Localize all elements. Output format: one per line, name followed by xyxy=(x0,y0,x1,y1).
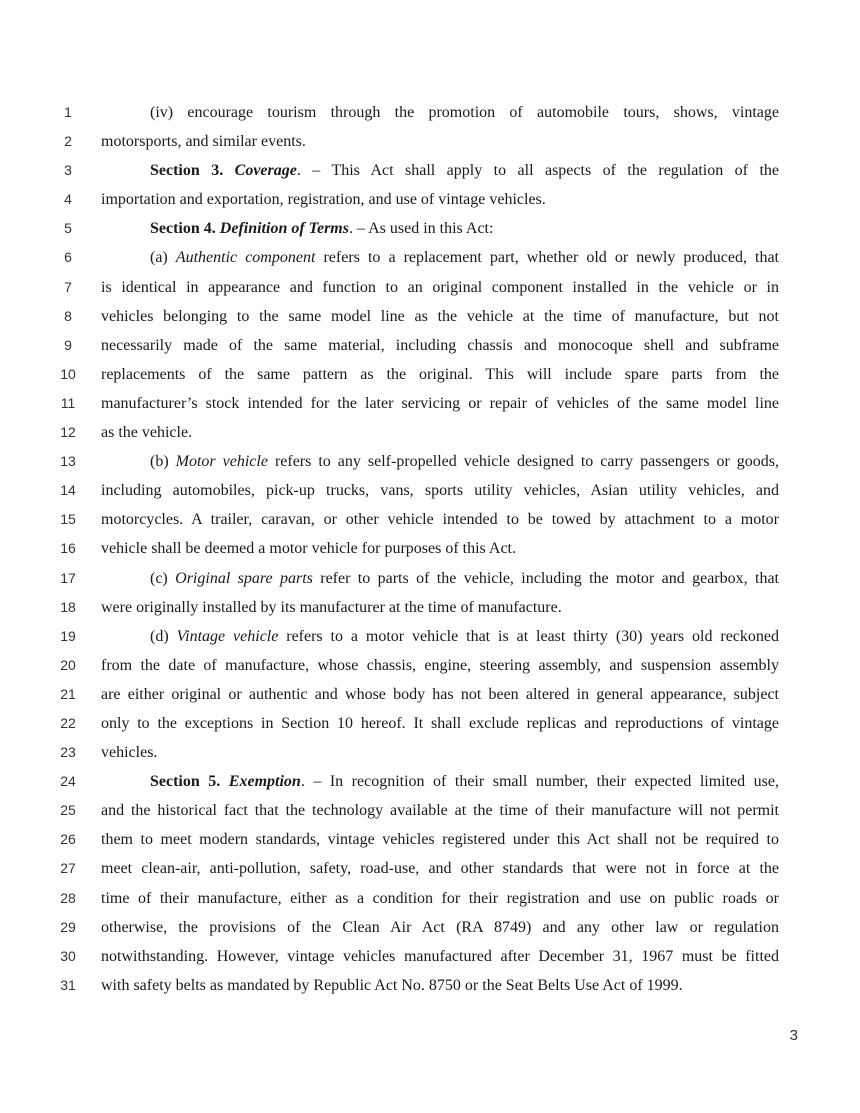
body-text: (a) xyxy=(150,249,176,267)
text-line xyxy=(0,913,860,942)
text-line xyxy=(0,884,860,913)
body-text: . – As used in this Act: xyxy=(348,220,494,238)
body-text: with safety belts as mandated by Republic Act No. 8750 or the Seat Belts Use Act of 1999. xyxy=(101,976,683,994)
body-text: motorsports, and similar events. xyxy=(101,133,306,151)
text-line xyxy=(0,243,860,272)
line-text xyxy=(101,273,779,302)
text-line xyxy=(0,854,860,883)
body-text: refers to any self-propelled vehicle designed to carry passengers or goods, xyxy=(267,453,779,471)
text-line xyxy=(0,767,860,796)
line-number: 23 xyxy=(60,744,76,761)
text-line xyxy=(0,273,860,302)
line-number: 11 xyxy=(60,394,76,411)
body-text: were originally installed by its manufacturer at the time of manufacture. xyxy=(101,598,562,616)
body-text: vehicles belonging to the same model line as the vehicle at the time of manufacture, but not xyxy=(101,307,779,325)
text-line xyxy=(0,185,860,214)
line-text xyxy=(101,389,779,418)
body-text: (iv) encourage tourism through the promotion of automobile tours, shows, vintage xyxy=(150,104,779,121)
body-text: necessarily made of the same material, including chassis and monocoque shell and subframe xyxy=(101,336,779,354)
line-text xyxy=(101,534,779,563)
line-text xyxy=(101,505,779,534)
line-number: 7 xyxy=(64,278,72,295)
line-text xyxy=(101,680,779,709)
line-text xyxy=(101,913,779,942)
line-text xyxy=(101,651,779,680)
line-number: 26 xyxy=(60,831,76,848)
line-text xyxy=(101,738,779,767)
line-text xyxy=(101,185,779,214)
line-text xyxy=(150,447,779,476)
text-line xyxy=(0,505,860,534)
line-text xyxy=(101,331,779,360)
text-line xyxy=(0,680,860,709)
text-line xyxy=(0,651,860,680)
body-text: . – In recognition of their small number, their expected limited use, xyxy=(300,773,779,791)
line-number: 31 xyxy=(60,976,76,993)
section-label-text: Section 5. xyxy=(150,773,229,791)
text-line xyxy=(0,971,860,1000)
body-text: and the historical fact that the technology available at the time of their manufacture will not permit xyxy=(101,802,779,820)
body-text: importation and exportation, registration, and use of vintage vehicles. xyxy=(101,191,546,209)
line-number: 13 xyxy=(60,453,76,470)
text-line xyxy=(0,156,860,185)
defined-term-text: Vintage vehicle xyxy=(176,627,279,645)
body-text: refers to a motor vehicle that is at least thirty (30) years old reckoned xyxy=(278,627,779,645)
section-heading-text: Definition of Terms xyxy=(219,220,349,238)
body-text: from the date of manufacture, whose chassis, engine, steering assembly, and suspension assembly xyxy=(101,656,779,674)
body-text: refers to a replacement part, whether old or newly produced, that xyxy=(315,249,779,267)
line-number: 25 xyxy=(60,802,76,819)
line-number: 15 xyxy=(60,511,76,528)
line-text xyxy=(150,243,779,272)
line-text xyxy=(101,593,779,622)
body-text: (d) xyxy=(150,627,177,645)
line-text xyxy=(101,971,779,1000)
line-text xyxy=(150,214,779,243)
body-text: only to the exceptions in Section 10 hereof. It shall exclude replicas and reproductions of vintage xyxy=(101,714,779,732)
text-line xyxy=(0,331,860,360)
text-line xyxy=(0,98,860,127)
line-text xyxy=(101,418,779,447)
body-text: vehicles. xyxy=(101,744,158,762)
line-text xyxy=(150,622,779,651)
body-text: . – This Act shall apply to all aspects of the regulation of the xyxy=(296,162,779,180)
body-text: are either original or authentic and whose body has not been altered in general appearance, subject xyxy=(101,685,779,703)
line-number: 18 xyxy=(60,598,76,615)
line-number: 9 xyxy=(64,336,72,353)
line-number: 2 xyxy=(64,133,72,150)
defined-term-text: Authentic component xyxy=(175,249,316,267)
body-text: refer to parts of the vehicle, including the motor and gearbox, that xyxy=(312,569,779,587)
line-number: 6 xyxy=(64,249,72,266)
text-line xyxy=(0,360,860,389)
line-number: 1 xyxy=(64,104,72,120)
line-number: 12 xyxy=(60,424,76,441)
text-line xyxy=(0,302,860,331)
body-text: is identical in appearance and function to an original component installed in the vehicle or in xyxy=(101,278,779,296)
line-number: 30 xyxy=(60,947,76,964)
line-text xyxy=(150,98,779,127)
body-text: time of their manufacture, either as a condition for their registration and use on public roads or xyxy=(101,889,779,907)
text-line xyxy=(0,214,860,243)
defined-term-text: Original spare parts xyxy=(175,569,313,587)
line-number: 5 xyxy=(64,220,72,237)
body-text: manufacturer’s stock intended for the later servicing or repair of vehicles of the same model line xyxy=(101,394,779,412)
line-number: 10 xyxy=(60,365,76,382)
line-number: 22 xyxy=(60,714,76,731)
line-text xyxy=(101,476,779,505)
line-number: 21 xyxy=(60,685,76,702)
text-line xyxy=(0,593,860,622)
line-number: 14 xyxy=(60,482,76,499)
line-text xyxy=(101,709,779,738)
body-text: otherwise, the provisions of the Clean Air Act (RA 8749) and any other law or regulation xyxy=(101,918,779,936)
line-number: 20 xyxy=(60,656,76,673)
line-number: 8 xyxy=(64,307,72,324)
text-line xyxy=(0,942,860,971)
line-number: 28 xyxy=(60,889,76,906)
text-line xyxy=(0,389,860,418)
body-text: including automobiles, pick-up trucks, vans, sports utility vehicles, Asian utility vehicles, and xyxy=(101,482,779,500)
line-number: 16 xyxy=(60,540,76,557)
body-text: notwithstanding. However, vintage vehicles manufactured after December 31, 1967 must be fitted xyxy=(101,947,779,965)
line-text xyxy=(101,825,779,854)
line-text xyxy=(101,302,779,331)
numbered-text-body xyxy=(0,98,860,1000)
body-text: as the vehicle. xyxy=(101,424,193,442)
line-number: 4 xyxy=(64,191,72,208)
line-text xyxy=(101,854,779,883)
line-text xyxy=(101,796,779,825)
body-text: (c) xyxy=(150,569,176,587)
body-text: replacements of the same pattern as the original. This will include spare parts from the xyxy=(101,365,779,383)
line-number: 3 xyxy=(64,162,72,179)
text-line xyxy=(0,564,860,593)
text-line xyxy=(0,476,860,505)
text-line xyxy=(0,825,860,854)
body-text: them to meet modern standards, vintage vehicles registered under this Act shall not be required to xyxy=(101,831,779,849)
section-label-text: Section 4. xyxy=(150,220,220,238)
line-text xyxy=(101,942,779,971)
text-line xyxy=(0,418,860,447)
section-label-text: Section 3. xyxy=(150,162,235,180)
line-number: 24 xyxy=(60,773,76,790)
text-line xyxy=(0,447,860,476)
line-number: 17 xyxy=(60,569,76,586)
line-text xyxy=(101,360,779,389)
line-text xyxy=(150,564,779,593)
line-text xyxy=(150,156,779,185)
text-line xyxy=(0,622,860,651)
body-text: meet clean-air, anti-pollution, safety, road-use, and other standards that were not in force at the xyxy=(101,860,779,878)
line-number: 29 xyxy=(60,918,76,935)
page-number: 3 xyxy=(789,1027,798,1044)
body-text: (b) xyxy=(150,453,176,471)
body-text: vehicle shall be deemed a motor vehicle for purposes of this Act. xyxy=(101,540,516,558)
text-line xyxy=(0,534,860,563)
section-heading-text: Coverage xyxy=(234,162,297,180)
text-line xyxy=(0,796,860,825)
text-line xyxy=(0,709,860,738)
line-text xyxy=(101,884,779,913)
text-line xyxy=(0,127,860,156)
line-text xyxy=(150,767,779,796)
body-text: motorcycles. A trailer, caravan, or other vehicle intended to be towed by attachment to a motor xyxy=(101,511,779,529)
section-heading-text: Exemption xyxy=(228,773,301,791)
line-number: 19 xyxy=(60,627,76,644)
defined-term-text: Motor vehicle xyxy=(175,453,268,471)
text-line xyxy=(0,738,860,767)
line-number: 27 xyxy=(60,860,76,877)
line-text xyxy=(101,127,779,156)
